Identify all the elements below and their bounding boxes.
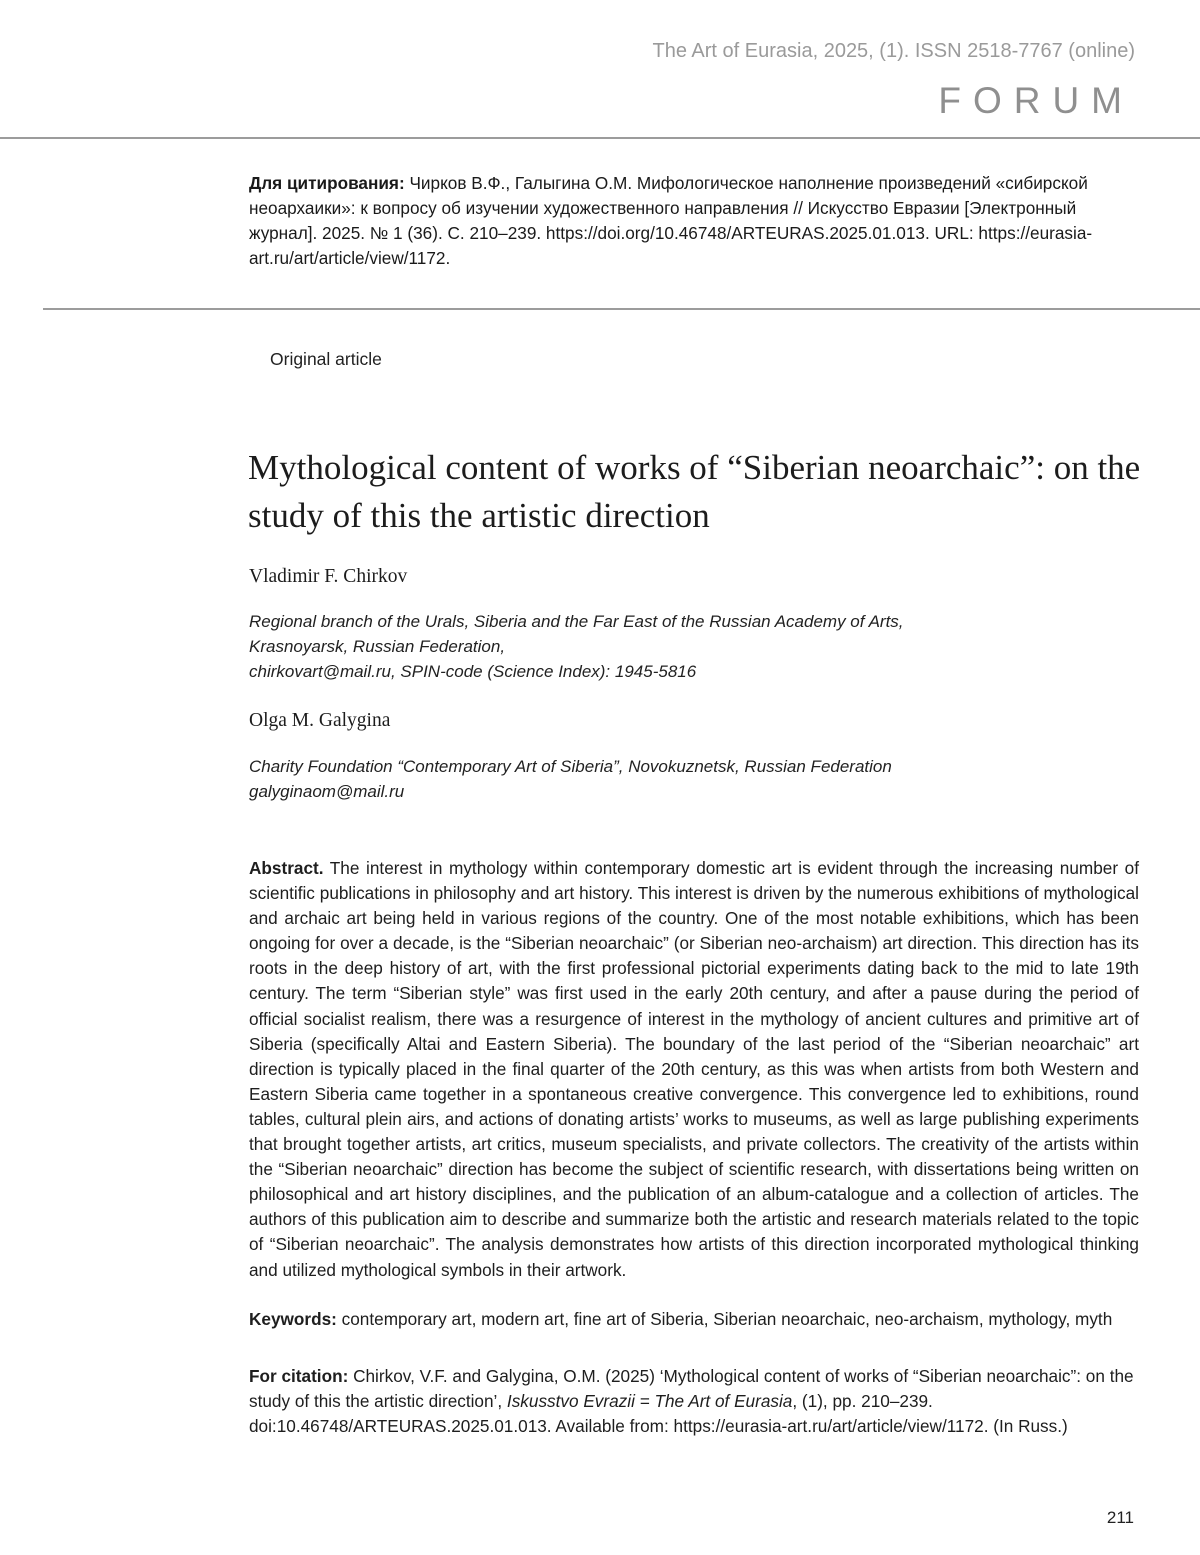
english-citation-text: Chirkov, V.F. and Galygina, O.M. (2025) ‘Mythological content of works of “Siberian neoarchaic”: on the study of this the artistic direction’, <box>249 1366 1134 1411</box>
section-label: FORUM <box>938 80 1134 121</box>
page-number: 211 <box>1106 1508 1134 1527</box>
english-citation <box>249 1364 1141 1439</box>
english-citation-label: For citation: <box>249 1366 349 1386</box>
author-affiliation <box>249 609 1149 684</box>
author-affiliation <box>249 754 1149 804</box>
header-divider <box>0 137 1200 139</box>
author-name: Vladimir F. Chirkov <box>249 566 408 587</box>
author-contact: chirkovart@mail.ru, SPIN-code (Science Index): 1945-5816 <box>249 662 697 681</box>
russian-citation-label: Для цитирования: <box>249 173 405 193</box>
keywords-text: contemporary art, modern art, fine art of Siberia, Siberian neoarchaic, neo-archaism, mythology, myth <box>336 1309 1113 1329</box>
journal-name: Iskusstvo Evrazii = The Art of Eurasia <box>506 1391 793 1411</box>
article-type: Original article <box>270 349 382 369</box>
article-title: Mythological content of works of “Siberian neoarchaic”: on the study of this the artistic direction <box>248 448 1141 535</box>
affiliation-line: Krasnoyarsk, Russian Federation, <box>249 637 506 656</box>
author-contact: galyginaom@mail.ru <box>249 782 405 801</box>
abstract-label: Abstract. <box>249 858 324 878</box>
english-citation-text-end: , (1), pp. 210–239. doi:10.46748/ARTEURAS.2025.01.013. Available from: https://eurasia-art.ru/art/article/view/1172. (In Russ.) <box>249 1391 1068 1436</box>
abstract <box>249 856 1139 1283</box>
abstract-text: The interest in mythology within contemporary domestic art is evident through the increasing number of scientific publications in philosophy and art history. This interest is driven by the numerous exhibitions of mythological and archaic art being held in various regions of the country. One of the most notable exhibitions, which has been ongoing for over a decade, is the “Siberian neoarchaic” (or Siberian neo-archaism) art direction. This direction has its roots in the deep history of art, with the first professional pictorial experiments dating back to the mid to late 19th century. The term “Siberian style” was first used in the early 20th century, and after a pause during the period of official socialist realism, there was a resurgence of interest in the mythology of ancient cultures and primitive art of Siberia (specifically Altai and Eastern Siberia). The boundary of the last period of the “Siberian neoarchaic” art direction is typically placed in the final quarter of the 20th century, as this was when artists from both Western and Eastern Siberia came together in a spontaneous creative convergence. This convergence led to exhibitions, round tables, cultural plein airs, and actions of donating artists’ works to museums, as well as large publishing experiments that brought together artists, art critics, museum specialists, and private collectors. The creativity of the artists within the “Siberian neoarchaic” direction has become the subject of scientific research, with dissertations being written on philosophical and art history disciplines, and the publication of an album-catalogue and a collection of articles. The authors of this publication aim to describe and summarize both the artistic and research materials related to the topic of “Siberian neoarchaic”. The analysis demonstrates how artists of this direction incorporated mythological thinking and utilized mythological symbols in their artwork. <box>249 858 1139 1280</box>
affiliation-line: Regional branch of the Urals, Siberia and the Far East of the Russian Academy of Arts, <box>249 612 904 631</box>
citation-divider <box>43 308 1200 310</box>
journal-line: The Art of Eurasia, 2025, (1). ISSN 2518-7767 (online) <box>652 40 1135 62</box>
keywords-label: Keywords: <box>249 1309 337 1329</box>
russian-citation-text: Чирков В.Ф., Галыгина О.М. Мифологическое наполнение произведений «сибирской неоархаики»: к вопросу об изучении художественного направления // Искусство Евразии [Электронный журнал]. 2025. № 1 (36). С. 210–239. https://doi.org/10.46748/ARTEURAS.2025.01.013. URL: https://eurasia-art.ru/art/article/view/1172. <box>249 173 1093 268</box>
keywords <box>249 1307 1149 1332</box>
russian-citation <box>249 171 1139 271</box>
affiliation-line: Charity Foundation “Contemporary Art of Siberia”, Novokuznetsk, Russian Federation <box>249 757 892 776</box>
author-name: Olga M. Galygina <box>249 710 391 731</box>
